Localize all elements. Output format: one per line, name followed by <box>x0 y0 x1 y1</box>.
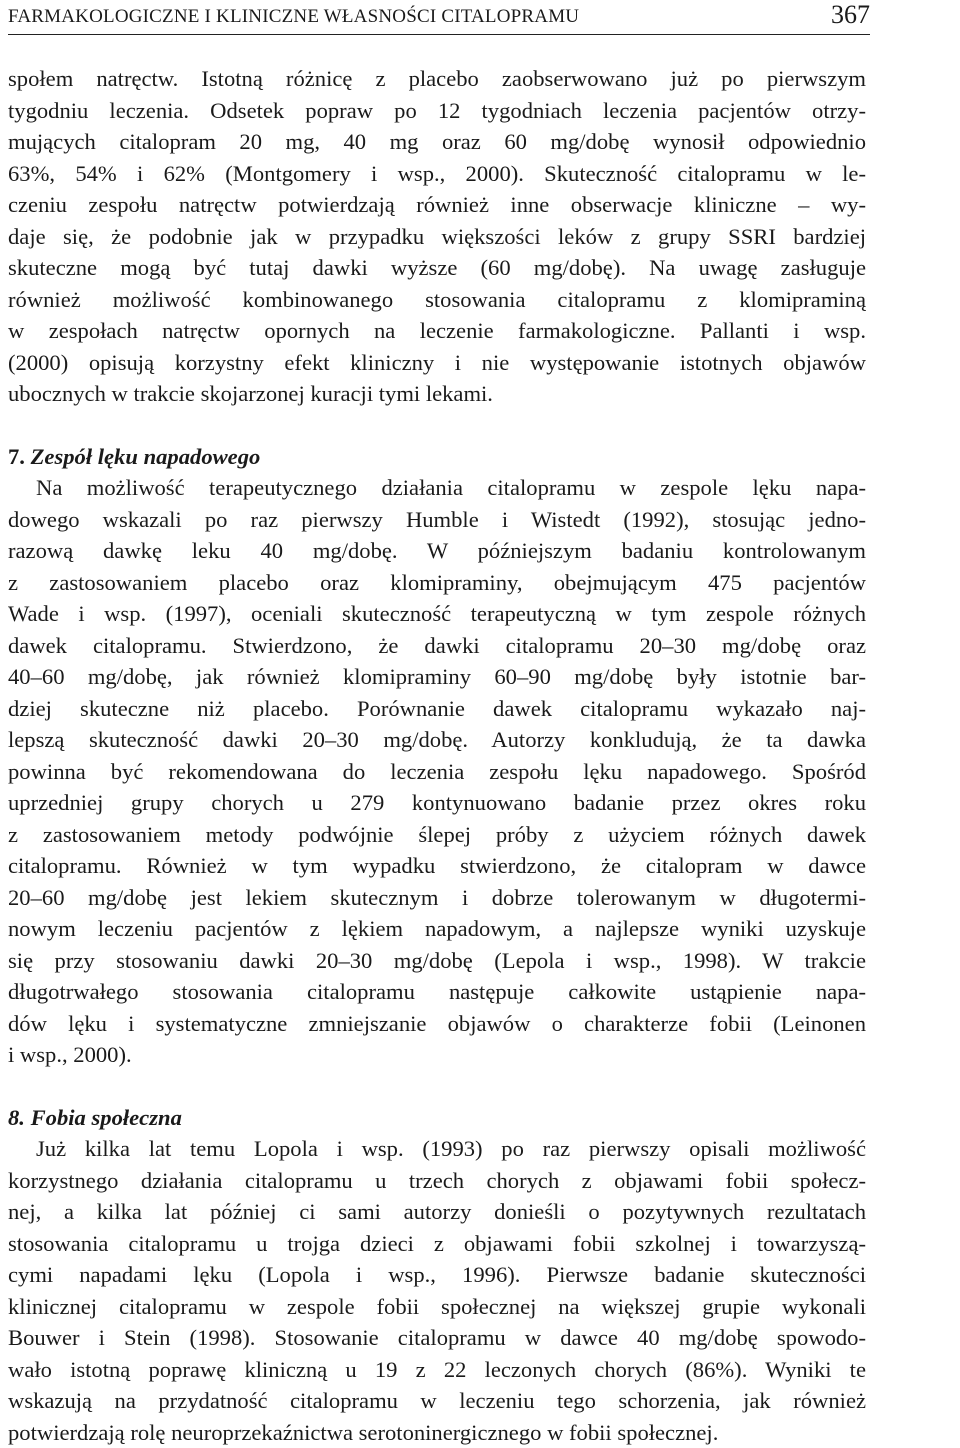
text-line: Bouwer i Stein (1998). Stosowanie citalopramu w dawce 40 mg/dobę spowodo- <box>8 1322 866 1354</box>
section-number: 8. <box>8 1105 25 1130</box>
text-line: potwierdzają rolę neuroprzekaźnictwa serotoninergicznego w fobii społecznej. <box>8 1417 866 1448</box>
text-line: w zespołach natręctw opornych na leczenie farmakologiczne. Pallanti i wsp. <box>8 315 866 347</box>
section-number: 7. <box>8 444 25 469</box>
text-line: nej, a kilka lat później ci sami autorzy donieśli o pozytywnych rezultatach <box>8 1196 866 1228</box>
text-line: cymi napadami lęku (Lopola i wsp., 1996). Pierwsze badanie skuteczności <box>8 1259 866 1291</box>
section-heading-8 <box>8 1102 866 1134</box>
text-line: Wade i wsp. (1997), oceniali skuteczność terapeutyczną w tym zespole różnych <box>8 598 866 630</box>
text-line: Na możliwość terapeutycznego działania citalopramu w zespole lęku napa- <box>8 472 866 504</box>
text-line: skuteczne mogą być tutaj dawki wyższe (60 mg/dobę). Na uwagę zasługuje <box>8 252 866 284</box>
text-line: 20–60 mg/dobę jest lekiem skutecznym i dobrze tolerowanym w długotermi- <box>8 882 866 914</box>
text-line: czeniu zespołu natręctw potwierdzają również inne obserwacje kliniczne – wy- <box>8 189 866 221</box>
text-line: dów lęku i systematyczne zmniejszanie objawów o charakterze fobii (Leinonen <box>8 1008 866 1040</box>
running-header <box>8 2 870 32</box>
section-title: Zespół lęku napadowego <box>31 444 261 469</box>
section-heading-7 <box>8 441 866 473</box>
paragraph-section-7 <box>8 472 866 1071</box>
text-line: z zastosowaniem placebo oraz klomipraminy, obejmującym 475 pacjentów <box>8 567 866 599</box>
text-line: 63%, 54% i 62% (Montgomery i wsp., 2000). Skuteczność citalopramu w le- <box>8 158 866 190</box>
text-line: z zastosowaniem metody podwójnie ślepej próby z użyciem różnych dawek <box>8 819 866 851</box>
text-line: wskazują na przydatność citalopramu w leczeniu tego schorzenia, jak również <box>8 1385 866 1417</box>
text-line: korzystnego działania citalopramu u trzech chorych z objawami fobii społecz- <box>8 1165 866 1197</box>
text-line: ubocznych w trakcie skojarzonej kuracji tymi lekami. <box>8 378 866 410</box>
text-line: mujących citalopram 20 mg, 40 mg oraz 60 mg/dobę wynosił odpowiednio <box>8 126 866 158</box>
text-line: wało istotną poprawę kliniczną u 19 z 22 leczonych chorych (86%). Wyniki te <box>8 1354 866 1386</box>
text-line: społem natręctw. Istotną różnicę z placebo zaobserwowano już po pierwszym <box>8 63 866 95</box>
text-line: 40–60 mg/dobę, jak również klomipraminy 60–90 mg/dobę były istotnie bar- <box>8 661 866 693</box>
text-line: uprzedniej grupy chorych u 279 kontynuowano badanie przez okres roku <box>8 787 866 819</box>
paragraph-section-8 <box>8 1133 866 1448</box>
text-line: i wsp., 2000). <box>8 1039 866 1071</box>
page-body <box>8 63 866 1448</box>
text-line: dziej skuteczne niż placebo. Porównanie dawek citalopramu wykazało naj- <box>8 693 866 725</box>
text-line: Już kilka lat temu Lopola i wsp. (1993) po raz pierwszy opisali możliwość <box>8 1133 866 1165</box>
section-title: Fobia społeczna <box>31 1105 182 1130</box>
text-line: stosowania citalopramu u trojga dzieci z objawami fobii szkolnej i towarzyszą- <box>8 1228 866 1260</box>
text-line: dawek citalopramu. Stwierdzono, że dawki citalopramu 20–30 mg/dobę oraz <box>8 630 866 662</box>
text-line: nowym leczeniu pacjentów z lękiem napadowym, a najlepsze wyniki uzyskuje <box>8 913 866 945</box>
text-line: razową dawkę leku 40 mg/dobę. W późniejszym badaniu kontrolowanym <box>8 535 866 567</box>
running-title: FARMAKOLOGICZNE I KLINICZNE WŁASNOŚCI CITALOPRAMU <box>8 2 579 32</box>
paragraph-continuation <box>8 63 866 410</box>
text-line: citalopramu. Również w tym wypadku stwierdzono, że citalopram w dawce <box>8 850 866 882</box>
text-line: długotrwałego stosowania citalopramu następuje całkowite ustąpienie napa- <box>8 976 866 1008</box>
text-line: daje się, że podobnie jak w przypadku większości leków z grupy SSRI bardziej <box>8 221 866 253</box>
text-line: lepszą skuteczność dawki 20–30 mg/dobę. Autorzy konkludują, że ta dawka <box>8 724 866 756</box>
text-line: również możliwość kombinowanego stosowania citalopramu z klomipraminą <box>8 284 866 316</box>
text-line: powinna być rekomendowana do leczenia zespołu lęku napadowego. Spośród <box>8 756 866 788</box>
text-line: dowego wskazali po raz pierwszy Humble i Wistedt (1992), stosując jedno- <box>8 504 866 536</box>
text-line: (2000) opisują korzystny efekt kliniczny i nie występowanie istotnych objawów <box>8 347 866 379</box>
text-line: klinicznej citalopramu w zespole fobii społecznej na większej grupie wykonali <box>8 1291 866 1323</box>
page-number: 367 <box>831 0 870 30</box>
text-line: się przy stosowaniu dawki 20–30 mg/dobę (Lepola i wsp., 1998). W trakcie <box>8 945 866 977</box>
header-rule <box>8 34 870 35</box>
text-line: tygodniu leczenia. Odsetek popraw po 12 tygodniach leczenia pacjentów otrzy- <box>8 95 866 127</box>
